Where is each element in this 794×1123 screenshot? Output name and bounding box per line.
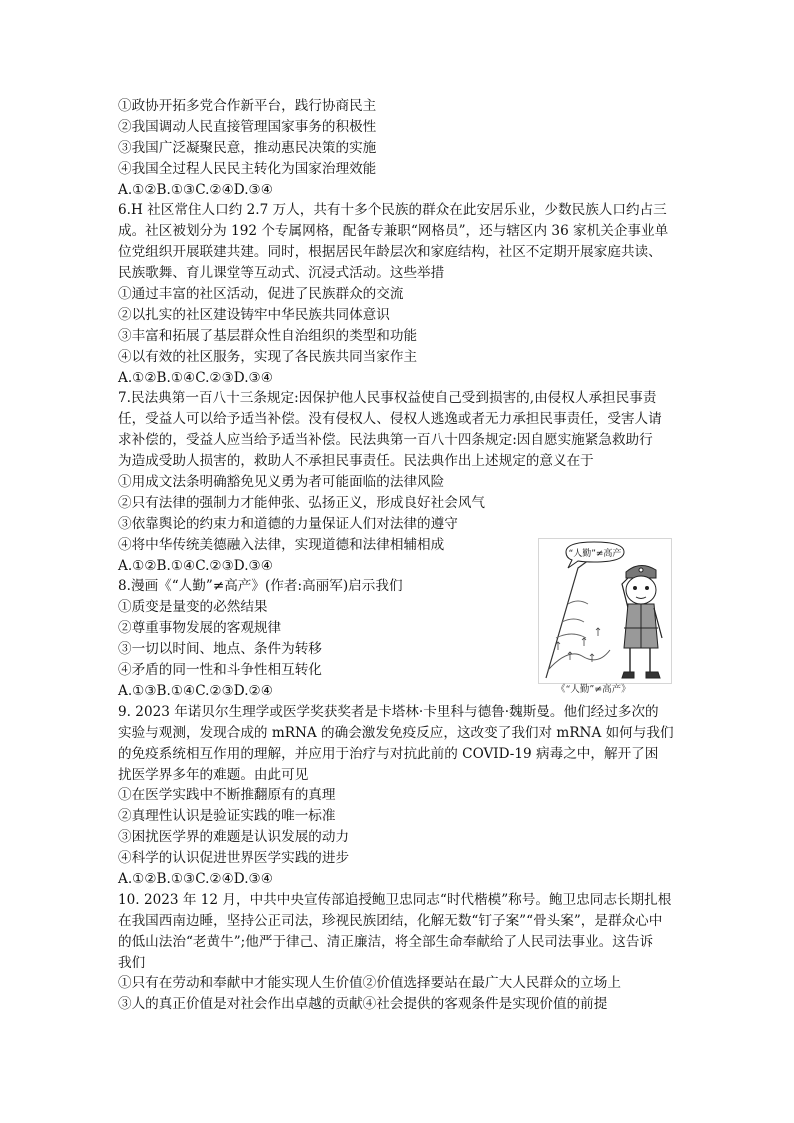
q9-stem-line-1: 9. 2023 年诺贝尔生理学或医学奖获奖者是卡塔林·卡里科与德鲁·魏斯曼。他们经过多次的: [118, 703, 659, 720]
q6-option-4: ④以有效的社区服务，实现了各民族共同当家作主: [118, 348, 418, 365]
q9-option-2: ②真理性认识是验证实践的唯一标准: [118, 808, 336, 825]
q9-stem-line-3: 的免疫系统相互作用的理解，并应用于治疗与对抗此前的 COVID-19 病毒之中，解开了困: [118, 745, 659, 762]
q6-stem-line-4: 民族歌舞、育儿课堂等互动式、沉浸式活动。这些举措: [118, 265, 445, 282]
q7-stem-line-3: 求补偿的，受益人应当给予适当补偿。民法典第一百八十四条规定:因自愿实施紧急救助行: [118, 432, 653, 449]
q7-option-2: ②只有法律的强制力才能伸张、弘扬正义，形成良好社会风气: [118, 494, 486, 511]
q5-answer-choices: A.①②B.①③C.②④D.③④: [118, 181, 273, 198]
cartoon-drawing: [538, 538, 672, 684]
question-10: [118, 890, 678, 1015]
cartoon-illustration: [538, 538, 672, 698]
q8-option-2: ②尊重事物发展的客观规律: [118, 620, 282, 637]
q5-option-3: ③我国广泛凝聚民意，推动惠民决策的实施: [118, 139, 377, 156]
q10-stem-line-1: 10. 2023 年 12 月，中共中央宣传部追授鲍卫忠同志“时代楷模”称号。鲍卫忠同志长期扎根: [118, 891, 672, 908]
q9-option-1: ①在医学实践中不断推翻原有的真理: [118, 787, 336, 804]
q8-stem: 8.漫画《“人勤”≠高产》(作者:高丽军)启示我们: [118, 578, 403, 595]
cartoon-caption: 《“人勤”≠高产》: [556, 684, 631, 695]
q10-options-line-2: ③人的真正价值是对社会作出卓越的贡献④社会提供的客观条件是实现价值的前提: [118, 996, 608, 1013]
question-9: [118, 702, 678, 890]
q6-stem-line-1: 6.H 社区常住人口约 2.7 万人，共有十多个民族的群众在此安居乐业，少数民族人口约占三: [118, 202, 667, 219]
q8-option-1: ①质变是量变的必然结果: [118, 599, 268, 616]
q6-option-3: ③丰富和拓展了基层群众性自治组织的类型和功能: [118, 327, 418, 344]
cartoon-bubble-text: “人勤”≠高产: [568, 549, 622, 559]
q8-option-4: ④矛盾的同一性和斗争性相互转化: [118, 662, 322, 679]
q6-stem-line-3: 位党组织开展联建共建。同时，根据居民年龄层次和家庭结构，社区不定期开展家庭共读、: [118, 244, 662, 261]
q7-option-3: ③依靠舆论的约束力和道德的力量保证人们对法律的遵守: [118, 515, 458, 532]
q9-option-3: ③困扰医学界的难题是认识发展的动力: [118, 829, 350, 846]
q8-answer-choices: A.①③B.①④C.②③D.②④: [118, 682, 273, 699]
q7-answer-choices: A.①②B.①④C.②③D.③④: [118, 557, 273, 574]
q9-answer-choices: A.①②B.①③C.②④D.③④: [118, 870, 273, 887]
q6-answer-choices: A.①②B.①④C.②③D.③④: [118, 369, 273, 386]
q6-stem-line-2: 成。社区被划分为 192 个专属网格，配备专兼职“网格员”，还与辖区内 36 家机关企事业单: [118, 223, 669, 240]
q7-stem-line-2: 任，受益人可以给予适当补偿。没有侵权人、侵权人逃逸或者无力承担民事责任，受害人请: [118, 411, 662, 428]
q5-option-2: ②我国调动人民直接管理国家事务的积极性: [118, 118, 377, 135]
q7-stem-line-4: 为造成受助人损害的，救助人不承担民事责任。民法典作出上述规定的意义在于: [118, 453, 594, 470]
q8-option-3: ③一切以时间、地点、条件为转移: [118, 641, 322, 658]
q10-stem-line-3: 的低山法治“老黄牛”;他严于律己、清正廉洁，将全部生命奉献给了人民司法事业。这告诉: [118, 933, 654, 950]
q7-option-4: ④将中华传统美德融入法律，实现道德和法律相辅相成: [118, 536, 445, 553]
q9-stem-line-4: 扰医学界多年的难题。由此可见: [118, 766, 309, 783]
q5-option-1: ①政协开拓多党合作新平台，践行协商民主: [118, 98, 377, 114]
q10-options-line-1: ①只有在劳动和奉献中才能实现人生价值②价值选择要站在最广大人民群众的立场上: [118, 975, 621, 992]
question-6: [118, 200, 678, 388]
q10-stem-line-4: 我们: [118, 954, 146, 971]
q10-stem-line-2: 在我国西南边睡，坚持公正司法，珍视民族团结，化解无数“钉子案”“骨头案”，是群众心中: [118, 912, 663, 929]
question-5-options: [118, 96, 678, 200]
q6-option-2: ②以扎实的社区建设铸牢中华民族共同体意识: [118, 306, 390, 323]
q7-option-1: ①用成文法条明确豁免见义勇为者可能面临的法律风险: [118, 474, 445, 491]
q9-stem-line-2: 实验与观测，发现合成的 mRNA 的确会激发免疫反应，这改变了我们对 mRNA 如何与我们: [118, 724, 674, 741]
q6-option-1: ①通过丰富的社区活动，促进了民族群众的交流: [118, 286, 404, 303]
q5-option-4: ④我国全过程人民民主转化为国家治理效能: [118, 160, 377, 177]
q9-option-4: ④科学的认识促进世界医学实践的进步: [118, 850, 350, 867]
q7-stem-line-1: 7.民法典第一百八十三条规定:因保护他人民事权益使自己受到损害的,由侵权人承担民事责: [118, 390, 657, 407]
